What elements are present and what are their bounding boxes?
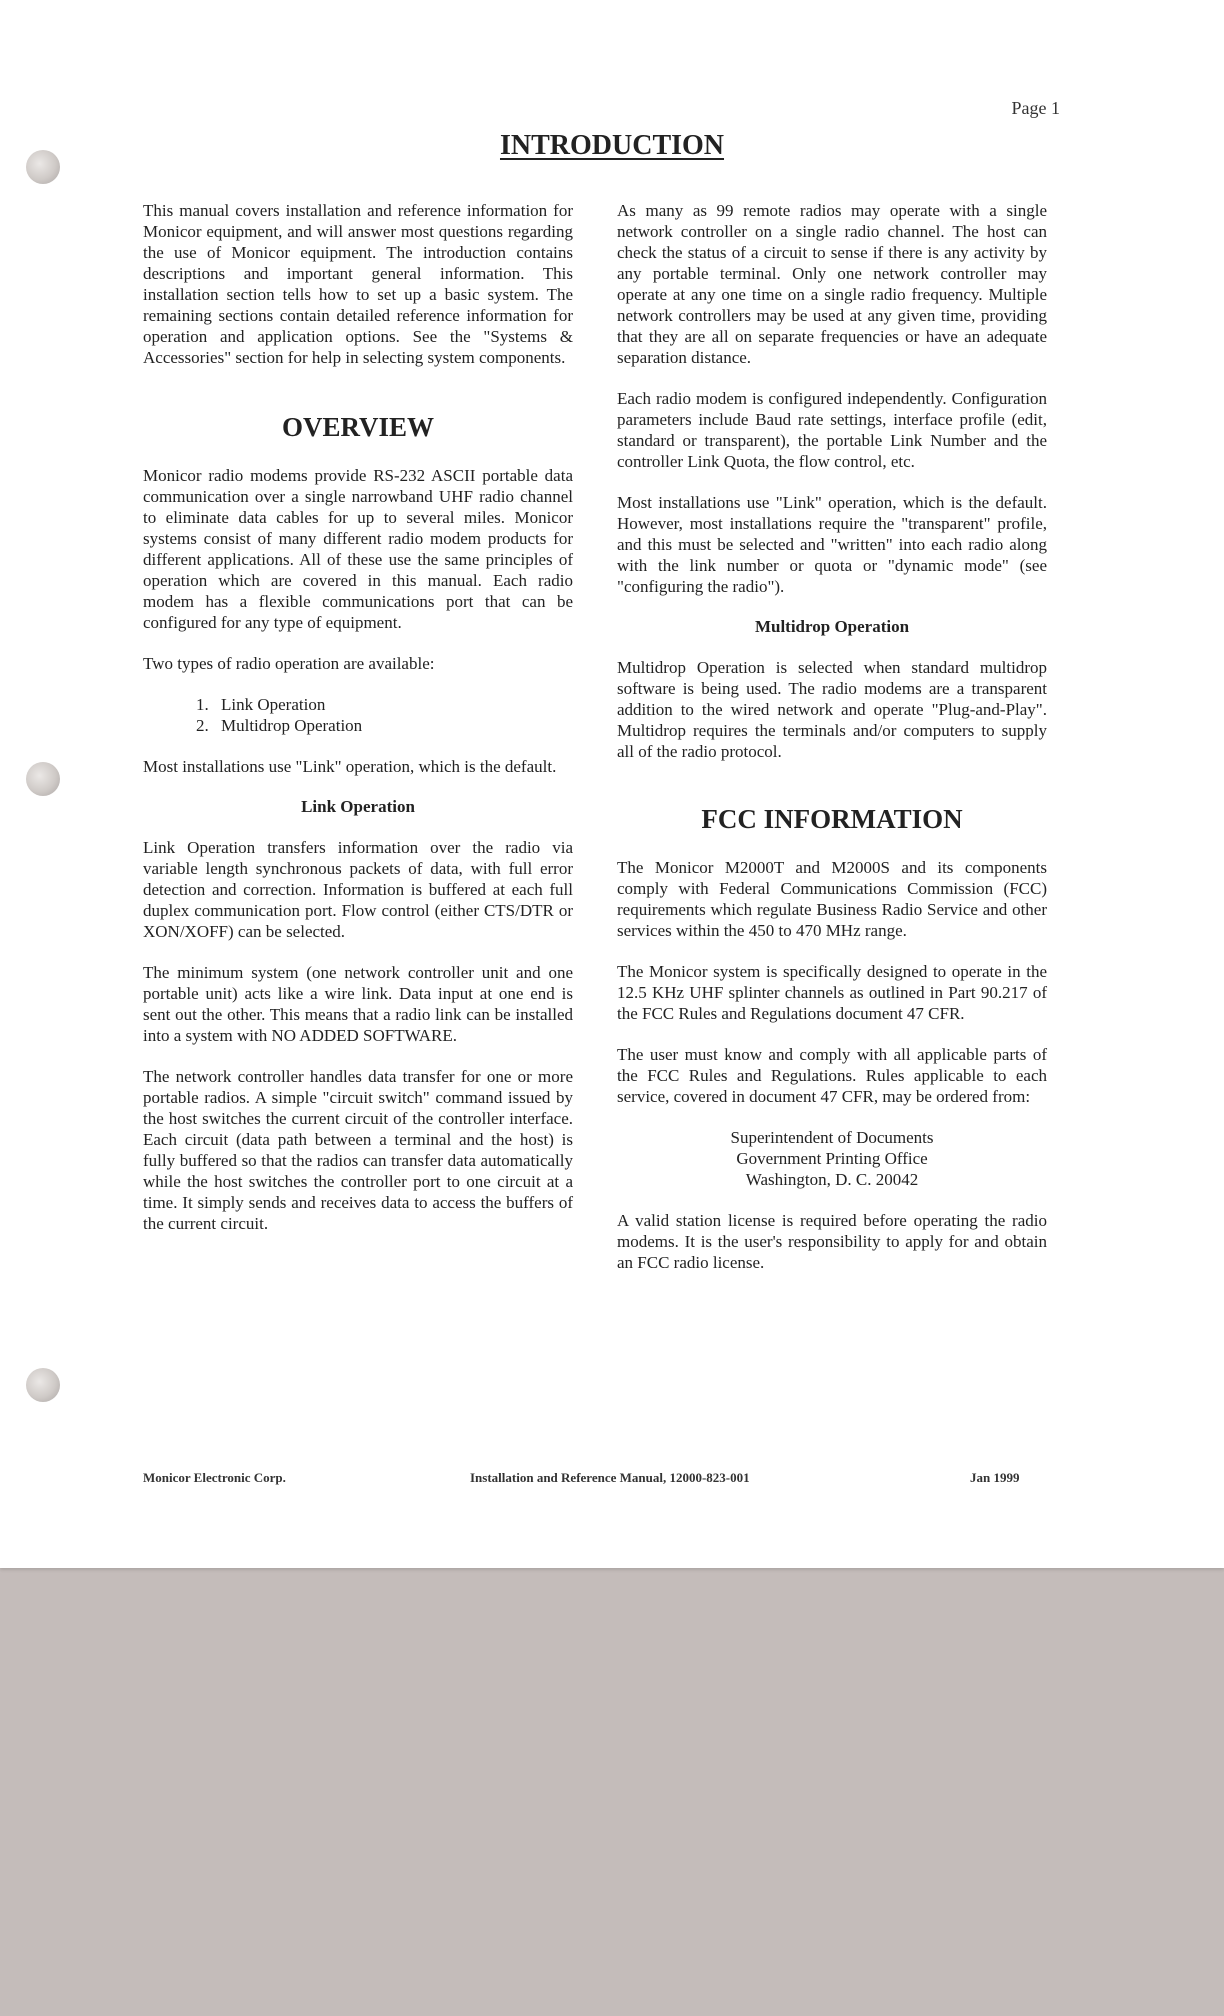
list-item: 1. Link Operation xyxy=(213,694,573,715)
fcc-heading: FCC INFORMATION xyxy=(701,804,963,834)
multidrop-operation-heading: Multidrop Operation xyxy=(754,617,910,636)
overview-heading: OVERVIEW xyxy=(281,412,435,442)
link-paragraph: The network controller handles data transfer for one or more portable radios. A simple "circuit switch" command issued by the host switches the current circuit of the controller interface. Each circuit (data path between a terminal and the host) is fully buffered so that the radios can transfer data automatically while the host switches the controller port to one circuit at a time. It simply sends and receives data to access the buffers of the current circuit. xyxy=(143,1067,573,1233)
multidrop-paragraph: Multidrop Operation is selected when standard multidrop software is being used. The radio modems are a transparent addition to the wired network and operate "Plug-and-Play". Multidrop requires the terminals and/or computers to supply all of the radio protocol. xyxy=(617,658,1047,761)
link-operation-heading: Link Operation xyxy=(301,797,415,816)
mailing-address xyxy=(617,1127,1047,1190)
operation-types-list xyxy=(143,694,573,736)
fcc-paragraph: A valid station license is required before operating the radio modems. It is the user's responsibility to apply for and obtain an FCC radio license. xyxy=(617,1211,1047,1272)
list-item: 2. Multidrop Operation xyxy=(213,715,573,736)
page-number: Page 1 xyxy=(1011,98,1060,118)
punch-hole xyxy=(26,1368,60,1402)
left-column xyxy=(143,200,573,1254)
overview-paragraph: Two types of radio operation are available: xyxy=(143,654,435,673)
address-line: Washington, D. C. 20042 xyxy=(745,1170,919,1189)
overview-paragraph: Monicor radio modems provide RS-232 ASCII portable data communication over a single narrowband UHF radio channel to eliminate data cables for up to several miles. Monicor systems consist of many different radio modem products for different applications. All of these use the same principles of operation which are covered in this manual. Each radio modem has a flexible communications port that can be configured for any type of equipment. xyxy=(143,466,573,632)
address-line: Superintendent of Documents xyxy=(730,1128,934,1147)
punch-hole xyxy=(26,762,60,796)
footer-manual-title: Installation and Reference Manual, 12000-823-001 xyxy=(470,1470,750,1485)
overview-paragraph: Most installations use "Link" operation, which is the default. xyxy=(143,757,557,776)
link-paragraph: The minimum system (one network controller unit and one portable unit) acts like a wire link. Data input at one end is sent out the other. This means that a radio link can be installed into a system with NO ADDED SOFTWARE. xyxy=(143,963,573,1045)
footer-company: Monicor Electronic Corp. xyxy=(143,1470,286,1485)
fcc-paragraph: The user must know and comply with all applicable parts of the FCC Rules and Regulations. Rules applicable to each service, covered in document 47 CFR, may be ordered from: xyxy=(617,1045,1047,1106)
intro-paragraph: This manual covers installation and reference information for Monicor equipment, and will answer most questions regarding the use of Monicor equipment. The introduction contains descriptions and important general information. This installation section tells how to set up a basic system. The remaining sections contain detailed reference information for operation and application options. See the "Systems & Accessories" section for help in selecting system components. xyxy=(143,201,573,367)
body-paragraph: Each radio modem is configured independently. Configuration parameters include Baud rate settings, interface profile (edit, standard or transparent), the portable Link Number and the controller Link Quota, the flow control, etc. xyxy=(617,389,1047,471)
fcc-paragraph: The Monicor system is specifically designed to operate in the 12.5 KHz UHF splinter channels as outlined in Part 90.217 of the FCC Rules and Regulations document 47 CFR. xyxy=(617,962,1047,1023)
link-paragraph: Link Operation transfers information over the radio via variable length synchronous packets of data, with full error detection and correction. Information is buffered at each full duplex communication port. Flow control (either CTS/DTR or XON/XOFF) can be selected. xyxy=(143,838,573,941)
body-paragraph: Most installations use "Link" operation, which is the default. However, most installations require the "transparent" profile, and this must be selected and "written" into each radio along with the link number or quota or "dynamic mode" (see "configuring the radio"). xyxy=(617,493,1047,596)
right-column xyxy=(617,200,1047,1293)
body-paragraph: As many as 99 remote radios may operate with a single network controller on a single radio channel. The host can check the status of a circuit to sense if there is any activity by any portable terminal. Only one network controller may operate at any one time on a single radio frequency. Multiple network controllers may be used at any given time, providing that they are all on separate frequencies or have an adequate separation distance. xyxy=(617,201,1047,367)
footer-date: Jan 1999 xyxy=(970,1470,1020,1485)
address-line: Government Printing Office xyxy=(736,1149,928,1168)
fcc-paragraph: The Monicor M2000T and M2000S and its components comply with Federal Communications Commission (FCC) requirements which regulate Business Radio Service and other services within the 450 to 470 MHz range. xyxy=(617,858,1047,940)
page-title: INTRODUCTION xyxy=(499,130,725,161)
